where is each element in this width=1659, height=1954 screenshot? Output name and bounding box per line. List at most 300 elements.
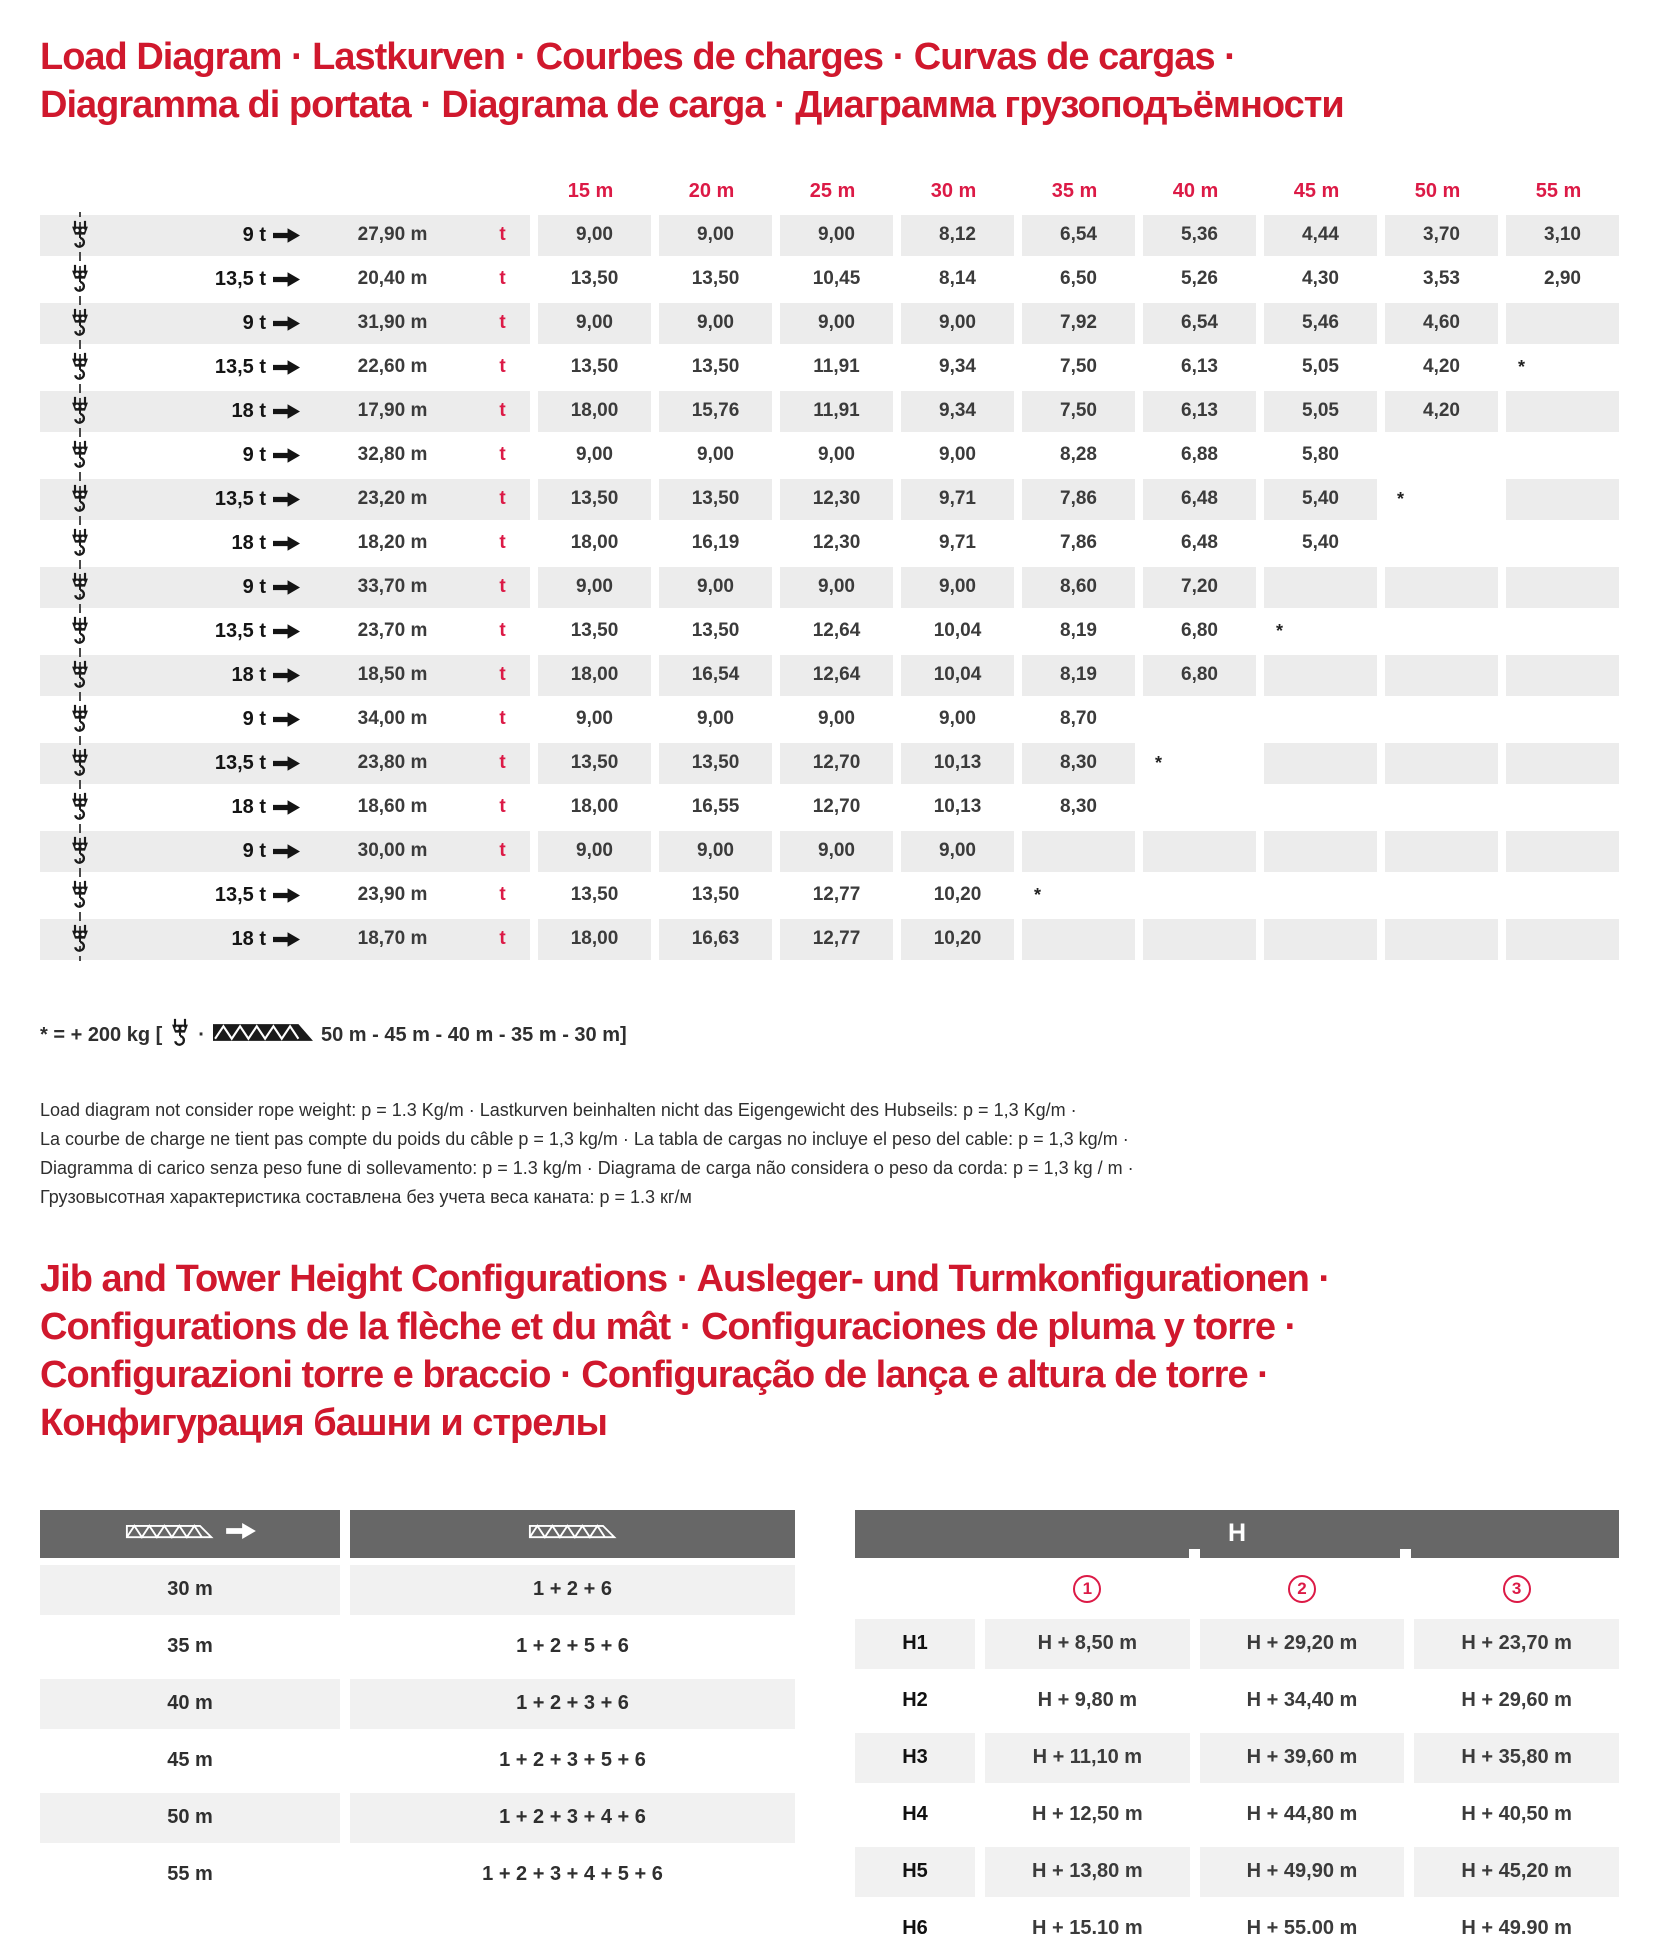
load-value: 10,04 xyxy=(893,611,1014,652)
load-value: 9,00 xyxy=(651,435,772,476)
height-header-label: H xyxy=(1227,1519,1247,1548)
load-value: 9,00 xyxy=(772,831,893,872)
load-table-row xyxy=(40,567,1619,608)
jib-config-value: 1 + 2 + 3 + 4 + 6 xyxy=(350,1793,795,1843)
max-radius-value: 23,90 m xyxy=(357,884,428,906)
radius-column-header: 50 m xyxy=(1414,180,1461,203)
height-value: H + 11,10 m xyxy=(985,1733,1190,1783)
load-value xyxy=(1498,655,1619,696)
max-radius-value: 17,90 m xyxy=(310,391,475,432)
load-value xyxy=(1135,831,1256,872)
load-value: 9,00 xyxy=(651,831,772,872)
tonnes-symbol: t xyxy=(475,479,530,520)
asterisk-marker: * xyxy=(1135,743,1256,784)
hook-block-icon xyxy=(40,699,120,740)
jib-length-value: 40 m xyxy=(40,1679,340,1729)
max-radius-value: 31,90 m xyxy=(310,303,475,344)
hook-block-icon xyxy=(40,831,120,872)
disclaimer-line: Грузовысотная характеристика составлена без учета веса каната: p = 1.3 кг/м xyxy=(40,1187,692,1208)
load-value xyxy=(1498,787,1619,828)
radius-column-header: 40 m xyxy=(1172,180,1219,203)
load-value: 9,00 xyxy=(893,699,1014,740)
load-value: 9,34 xyxy=(893,391,1014,432)
tonnes-symbol: t xyxy=(475,303,530,344)
load-value: 9,34 xyxy=(893,347,1014,388)
jib-length-value: 50 m xyxy=(40,1793,340,1843)
height-value: H + 23,70 m xyxy=(1414,1619,1619,1669)
radius-column-header: 45 m xyxy=(1293,180,1340,203)
height-table xyxy=(855,1510,1619,1954)
load-value: 6,54 xyxy=(1135,303,1256,344)
load-value xyxy=(1014,919,1135,960)
capacity-cell xyxy=(120,831,310,872)
header-spacer xyxy=(40,176,120,208)
load-value: 9,00 xyxy=(772,567,893,608)
jib-config-value: 1 + 2 + 3 + 4 + 5 + 6 xyxy=(482,1863,663,1886)
hook-block-icon xyxy=(40,259,120,300)
load-value xyxy=(1377,523,1498,564)
height-value: H + 49.90 m xyxy=(1461,1917,1572,1940)
max-radius-value: 18,60 m xyxy=(357,796,428,818)
load-value: 8,14 xyxy=(893,259,1014,300)
load-value: 13,50 xyxy=(530,479,651,520)
load-diagram-title xyxy=(40,34,1619,130)
load-value: 6,13 xyxy=(1135,391,1256,432)
load-value: 13,50 xyxy=(530,347,651,388)
load-value: 9,00 xyxy=(772,303,893,344)
capacity-value: 9 t xyxy=(242,575,266,598)
capacity-cell xyxy=(120,699,310,740)
load-value: 5,05 xyxy=(1256,391,1377,432)
load-value: 4,44 xyxy=(1256,215,1377,256)
load-value: 6,88 xyxy=(1135,435,1256,476)
load-value xyxy=(1135,787,1256,828)
capacity-value: 18 t xyxy=(231,663,266,686)
load-value: 9,00 xyxy=(651,567,772,608)
max-radius-value: 27,90 m xyxy=(310,215,475,256)
max-radius-value: 20,40 m xyxy=(357,268,428,290)
hook-block-icon xyxy=(40,435,120,476)
load-table-row xyxy=(40,699,1619,740)
height-row-label: H2 xyxy=(902,1689,928,1712)
height-row-label: H5 xyxy=(855,1847,975,1897)
load-value xyxy=(1498,699,1619,740)
load-value xyxy=(1256,875,1377,916)
load-value xyxy=(1377,743,1498,784)
disclaimer-line: Load diagram not consider rope weight: p = 1.3 Kg/m · Lastkurven beinhalten nicht das Eigengewicht des Hubseils: p = 1,3 Kg/m · xyxy=(40,1099,1077,1120)
max-radius-value: 33,70 m xyxy=(310,567,475,608)
arrow-right-icon xyxy=(273,800,300,815)
load-value xyxy=(1135,699,1256,740)
tonnes-symbol: t xyxy=(475,919,530,960)
load-value: 12,70 xyxy=(772,787,893,828)
asterisk-marker: * xyxy=(1498,347,1619,388)
arrow-right-icon xyxy=(273,492,300,507)
load-value xyxy=(1135,875,1256,916)
load-value: 13,50 xyxy=(530,875,651,916)
load-value: 4,20 xyxy=(1377,347,1498,388)
load-value: 12,64 xyxy=(772,611,893,652)
load-value xyxy=(1256,919,1377,960)
hook-block-icon xyxy=(40,567,120,608)
capacity-value: 9 t xyxy=(242,443,266,466)
load-value: 12,70 xyxy=(772,743,893,784)
capacity-value: 13,5 t xyxy=(214,487,266,510)
height-value: H + 44,80 m xyxy=(1246,1803,1358,1826)
jib-length-value: 35 m xyxy=(167,1635,213,1658)
load-value xyxy=(1377,567,1498,608)
tonnes-symbol: t xyxy=(499,268,506,290)
load-value: 13,50 xyxy=(530,743,651,784)
arrow-right-icon xyxy=(273,932,300,947)
arrow-right-icon xyxy=(273,272,300,287)
load-value xyxy=(1498,523,1619,564)
max-radius-value: 22,60 m xyxy=(357,356,428,378)
load-value: 18,00 xyxy=(530,655,651,696)
load-value: 3,53 xyxy=(1377,259,1498,300)
load-value: 16,54 xyxy=(651,655,772,696)
jib-length-column-header xyxy=(40,1510,340,1558)
arrow-right-icon xyxy=(273,448,300,463)
max-radius-value: 30,00 m xyxy=(310,831,475,872)
jib-config-value: 1 + 2 + 5 + 6 xyxy=(516,1635,629,1658)
max-radius-value: 18,50 m xyxy=(310,655,475,696)
circled-number xyxy=(1200,1566,1405,1612)
header-spacer xyxy=(310,176,475,208)
load-value: 8,19 xyxy=(1014,611,1135,652)
load-table-row xyxy=(40,743,1619,784)
load-value: 12,64 xyxy=(772,655,893,696)
load-table xyxy=(40,176,1619,960)
load-value: 11,91 xyxy=(772,347,893,388)
jib-truss-icon xyxy=(213,1024,313,1047)
load-value: 2,90 xyxy=(1498,259,1619,300)
load-value: 3,70 xyxy=(1377,215,1498,256)
load-value: 6,54 xyxy=(1014,215,1135,256)
height-value: H + 40,50 m xyxy=(1461,1803,1572,1826)
load-value: 18,00 xyxy=(530,919,651,960)
arrow-right-icon xyxy=(226,1523,256,1544)
load-value: 13,50 xyxy=(651,347,772,388)
load-table-row xyxy=(40,259,1619,300)
load-table-row xyxy=(40,919,1619,960)
load-value: 4,60 xyxy=(1377,303,1498,344)
height-table-grid xyxy=(855,1566,1619,1954)
tonnes-symbol: t xyxy=(475,743,530,784)
load-value: 7,92 xyxy=(1014,303,1135,344)
capacity-cell xyxy=(120,435,310,476)
rope-weight-disclaimer xyxy=(40,1096,1619,1213)
load-value: 9,00 xyxy=(651,303,772,344)
load-table-row xyxy=(40,655,1619,696)
capacity-cell xyxy=(120,391,310,432)
load-value: 7,86 xyxy=(1014,479,1135,520)
height-row-label: H6 xyxy=(902,1917,928,1940)
load-value: 3,10 xyxy=(1498,215,1619,256)
load-value: 9,71 xyxy=(893,523,1014,564)
load-value: 5,40 xyxy=(1256,523,1377,564)
jib-config-value: 1 + 2 + 3 + 6 xyxy=(350,1679,795,1729)
tonnes-symbol: t xyxy=(475,831,530,872)
load-value: 10,04 xyxy=(893,655,1014,696)
capacity-value: 13,5 t xyxy=(214,267,266,290)
load-value: 13,50 xyxy=(651,479,772,520)
jib-config-value: 1 + 2 + 6 xyxy=(350,1565,795,1615)
load-value xyxy=(1498,435,1619,476)
load-table-row xyxy=(40,303,1619,344)
load-table-row xyxy=(40,611,1619,652)
arrow-right-icon xyxy=(273,404,300,419)
load-value xyxy=(1498,303,1619,344)
arrow-right-icon xyxy=(273,536,300,551)
header-spacer xyxy=(475,176,530,208)
load-value xyxy=(1377,655,1498,696)
load-table-body xyxy=(40,215,1619,960)
load-value: 6,80 xyxy=(1135,611,1256,652)
max-radius-value: 23,70 m xyxy=(357,620,428,642)
capacity-cell xyxy=(120,259,310,300)
footnote-prefix: * = + 200 kg [ xyxy=(40,1024,163,1047)
load-value: 6,13 xyxy=(1135,347,1256,388)
jib-truss-icon xyxy=(527,1524,619,1544)
load-table-header xyxy=(40,176,1619,208)
load-value: 8,12 xyxy=(893,215,1014,256)
arrow-right-icon xyxy=(273,580,300,595)
capacity-cell xyxy=(120,303,310,344)
subheader-spacer xyxy=(855,1566,975,1612)
load-value xyxy=(1498,875,1619,916)
height-value: H + 35,80 m xyxy=(1414,1733,1619,1783)
load-value: 9,00 xyxy=(772,699,893,740)
footnote-separator: · xyxy=(198,1024,205,1047)
load-table-row xyxy=(40,831,1619,872)
header-spacer xyxy=(120,176,310,208)
jib-config-column-header xyxy=(350,1510,795,1558)
load-value: 16,63 xyxy=(651,919,772,960)
hook-block-icon xyxy=(40,787,120,828)
load-value xyxy=(1256,567,1377,608)
max-radius-value: 18,20 m xyxy=(357,532,428,554)
load-value: 12,77 xyxy=(772,919,893,960)
capacity-value: 9 t xyxy=(242,707,266,730)
height-value: H + 39,60 m xyxy=(1200,1733,1405,1783)
tonnes-symbol: t xyxy=(475,391,530,432)
load-value xyxy=(1498,919,1619,960)
load-value: 8,30 xyxy=(1014,743,1135,784)
height-value: H + 9,80 m xyxy=(1037,1689,1138,1712)
load-value: 18,00 xyxy=(530,787,651,828)
radius-column-header: 15 m xyxy=(567,180,614,203)
load-value xyxy=(1377,875,1498,916)
height-value: H + 55.00 m xyxy=(1246,1917,1358,1940)
hook-block-icon xyxy=(40,479,120,520)
height-row-label: H4 xyxy=(902,1803,928,1826)
disclaimer-line: La courbe de charge ne tient pas compte du poids du câble p = 1,3 kg/m · La tabla de cargas no incluye el peso del cable: p = 1,3 kg/m · xyxy=(40,1128,1129,1149)
configurations-title-line-3: Configurazioni torre e braccio · Configuração de lança e altura de torre · xyxy=(40,1354,1269,1397)
load-value xyxy=(1256,787,1377,828)
configurations-title-line-1: Jib and Tower Height Configurations · Ausleger- und Turmkonfigurationen · xyxy=(40,1258,1331,1301)
load-value xyxy=(1256,655,1377,696)
capacity-value: 9 t xyxy=(242,311,266,334)
load-value: 9,00 xyxy=(893,567,1014,608)
height-value: H + 8,50 m xyxy=(985,1619,1190,1669)
capacity-cell xyxy=(120,655,310,696)
max-radius-value: 34,00 m xyxy=(357,708,428,730)
load-value: 8,19 xyxy=(1014,655,1135,696)
load-value: 12,30 xyxy=(772,479,893,520)
max-radius-value: 23,80 m xyxy=(310,743,475,784)
arrow-right-icon xyxy=(273,712,300,727)
load-table-row xyxy=(40,347,1619,388)
capacity-cell xyxy=(120,875,310,916)
arrow-right-icon xyxy=(273,624,300,639)
circled-number-value: 3 xyxy=(1503,1575,1531,1603)
height-value: H + 15.10 m xyxy=(1032,1917,1143,1940)
load-value: 10,20 xyxy=(893,919,1014,960)
load-value xyxy=(1377,699,1498,740)
load-value xyxy=(1377,831,1498,872)
arrow-right-icon xyxy=(273,844,300,859)
load-table-row xyxy=(40,215,1619,256)
height-value: H + 29,60 m xyxy=(1461,1689,1572,1712)
load-value: 9,00 xyxy=(530,699,651,740)
arrow-right-icon xyxy=(273,888,300,903)
header-notch xyxy=(1189,1549,1200,1558)
load-value: 7,50 xyxy=(1014,347,1135,388)
disclaimer-line: Diagramma di carico senza peso fune di sollevamento: p = 1.3 kg/m · Diagrama de carga não considera o peso da corda: p = 1,3 kg / m · xyxy=(40,1158,1134,1179)
load-value: 10,13 xyxy=(893,787,1014,828)
load-value: 6,80 xyxy=(1135,655,1256,696)
load-table-row xyxy=(40,391,1619,432)
load-value xyxy=(1377,919,1498,960)
radius-column-header: 35 m xyxy=(1051,180,1098,203)
capacity-value: 18 t xyxy=(231,927,266,950)
height-value: H + 45,20 m xyxy=(1414,1847,1619,1897)
load-value: 4,30 xyxy=(1256,259,1377,300)
height-value: H + 13,80 m xyxy=(985,1847,1190,1897)
footnote xyxy=(40,1018,1619,1054)
capacity-cell xyxy=(120,611,310,652)
hook-block-icon xyxy=(40,215,120,256)
tonnes-symbol: t xyxy=(499,356,506,378)
load-value xyxy=(1256,699,1377,740)
asterisk-marker: * xyxy=(1256,611,1377,652)
configurations-title-line-4: Конфигурация башни и стрелы xyxy=(40,1402,607,1444)
hook-block-icon xyxy=(40,655,120,696)
load-value xyxy=(1498,479,1619,520)
arrow-right-icon xyxy=(273,360,300,375)
load-value: 13,50 xyxy=(651,743,772,784)
radius-column-header: 30 m xyxy=(930,180,977,203)
jib-length-value: 55 m xyxy=(167,1863,213,1886)
hook-block-icon xyxy=(40,303,120,344)
load-diagram-title-line-1: Load Diagram · Lastkurven · Courbes de charges · Curvas de cargas · xyxy=(40,36,1236,78)
hook-block-icon xyxy=(40,391,120,432)
load-table-row xyxy=(40,523,1619,564)
load-value: 9,00 xyxy=(651,215,772,256)
tonnes-symbol: t xyxy=(475,567,530,608)
asterisk-marker: * xyxy=(1377,479,1498,520)
tonnes-symbol: t xyxy=(499,444,506,466)
max-radius-value: 18,70 m xyxy=(310,919,475,960)
circled-number xyxy=(1414,1566,1619,1612)
capacity-cell xyxy=(120,743,310,784)
height-value: H + 29,20 m xyxy=(1200,1619,1405,1669)
load-value: 5,40 xyxy=(1256,479,1377,520)
configurations-title xyxy=(40,1256,1619,1448)
radius-column-header: 20 m xyxy=(688,180,735,203)
tonnes-symbol: t xyxy=(499,884,506,906)
load-value: 9,00 xyxy=(530,303,651,344)
load-value: 4,20 xyxy=(1377,391,1498,432)
load-value: 13,50 xyxy=(651,611,772,652)
capacity-value: 13,5 t xyxy=(214,883,266,906)
load-value: 9,00 xyxy=(530,567,651,608)
max-radius-value: 32,80 m xyxy=(357,444,428,466)
load-table-row xyxy=(40,875,1619,916)
load-value: 18,00 xyxy=(530,523,651,564)
load-value xyxy=(1377,611,1498,652)
load-value: 10,20 xyxy=(893,875,1014,916)
load-value xyxy=(1135,919,1256,960)
load-table-row xyxy=(40,435,1619,476)
load-value xyxy=(1498,831,1619,872)
tonnes-symbol: t xyxy=(499,620,506,642)
circled-number-value: 2 xyxy=(1288,1575,1316,1603)
load-value xyxy=(1377,787,1498,828)
load-value: 9,00 xyxy=(772,215,893,256)
hook-block-icon xyxy=(40,611,120,652)
arrow-right-icon xyxy=(273,756,300,771)
tonnes-symbol: t xyxy=(475,215,530,256)
tonnes-symbol: t xyxy=(499,708,506,730)
load-value: 6,50 xyxy=(1014,259,1135,300)
capacity-value: 13,5 t xyxy=(214,751,266,774)
load-value xyxy=(1256,743,1377,784)
hook-block-icon xyxy=(40,523,120,564)
capacity-cell xyxy=(120,479,310,520)
load-value: 9,71 xyxy=(893,479,1014,520)
jib-truss-icon xyxy=(124,1524,216,1544)
load-value: 9,00 xyxy=(530,435,651,476)
arrow-right-icon xyxy=(273,668,300,683)
load-value: 9,00 xyxy=(893,831,1014,872)
load-value: 9,00 xyxy=(530,831,651,872)
height-table-header-bar xyxy=(855,1510,1619,1558)
load-value: 6,48 xyxy=(1135,523,1256,564)
tonnes-symbol: t xyxy=(475,655,530,696)
capacity-value: 18 t xyxy=(231,399,266,422)
load-value: 10,45 xyxy=(772,259,893,300)
load-value: 5,46 xyxy=(1256,303,1377,344)
tonnes-symbol: t xyxy=(499,796,506,818)
asterisk-marker: * xyxy=(1014,875,1135,916)
tonnes-symbol: t xyxy=(499,532,506,554)
load-value xyxy=(1256,831,1377,872)
capacity-cell xyxy=(120,919,310,960)
circled-number-value: 1 xyxy=(1073,1575,1101,1603)
load-value: 11,91 xyxy=(772,391,893,432)
load-value xyxy=(1014,831,1135,872)
load-value: 7,86 xyxy=(1014,523,1135,564)
jib-length-value: 45 m xyxy=(167,1749,213,1772)
hook-block-icon xyxy=(170,1018,190,1054)
height-value: H + 34,40 m xyxy=(1246,1689,1358,1712)
load-diagram-title-line-2: Diagramma di portata · Diagrama de carga · Диаграмма грузоподъёмности xyxy=(40,83,1344,126)
load-value xyxy=(1498,743,1619,784)
max-radius-value: 23,20 m xyxy=(310,479,475,520)
load-value: 18,00 xyxy=(530,391,651,432)
